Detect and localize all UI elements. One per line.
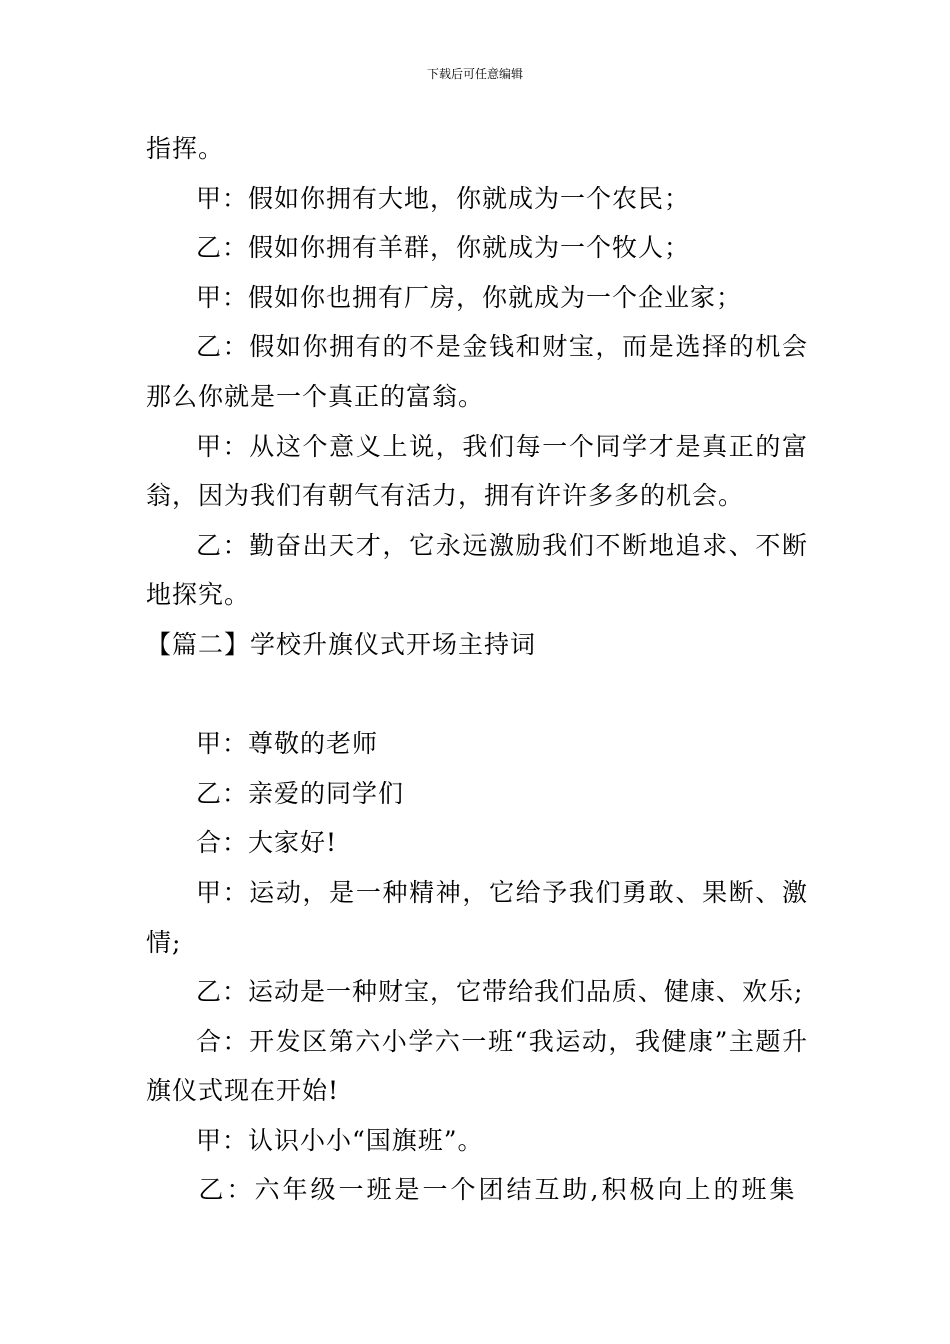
section-heading: 【篇二】学校升旗仪式开场主持词 <box>146 629 537 659</box>
paragraph: 乙：运动是一种财宝，它带给我们品质、健康、欢乐; <box>196 977 804 1007</box>
document-body <box>146 124 808 1215</box>
paragraph: 乙：勤奋出天才，它永远激励我们不断地追求、不断地探究。 <box>146 530 808 610</box>
paragraph: 甲：运动，是一种精神，它给予我们勇敢、果断、激情; <box>146 877 808 957</box>
paragraph: 合：大家好! <box>196 828 338 858</box>
paragraph: 甲：假如你拥有大地，你就成为一个农民； <box>196 183 691 213</box>
paragraph: 甲：假如你也拥有厂房，你就成为一个企业家； <box>196 282 743 312</box>
paragraph: 乙：亲爱的同学们 <box>196 778 405 808</box>
page-header: 下载后可任意编辑 <box>426 67 523 81</box>
paragraph: 乙：假如你拥有羊群，你就成为一个牧人； <box>196 233 691 263</box>
paragraph: 甲：认识小小“国旗班”。 <box>196 1125 484 1155</box>
paragraph: 乙：假如你拥有的不是金钱和财宝，而是选择的机会那么你就是一个真正的富翁。 <box>146 332 808 411</box>
paragraph: 甲：尊敬的老师 <box>196 729 379 759</box>
paragraph: 甲：从这个意义上说，我们每一个同学才是真正的富翁，因为我们有朝气有活力，拥有许许多多的机会。 <box>146 431 808 511</box>
paragraph: 合：开发区第六小学六一班“我运动，我健康”主题升旗仪式现在开始! <box>146 1026 808 1106</box>
paragraph: 乙：六年级一班是一个团结互助,积极向上的班集 <box>198 1175 798 1205</box>
paragraph: 指挥。 <box>146 134 225 163</box>
